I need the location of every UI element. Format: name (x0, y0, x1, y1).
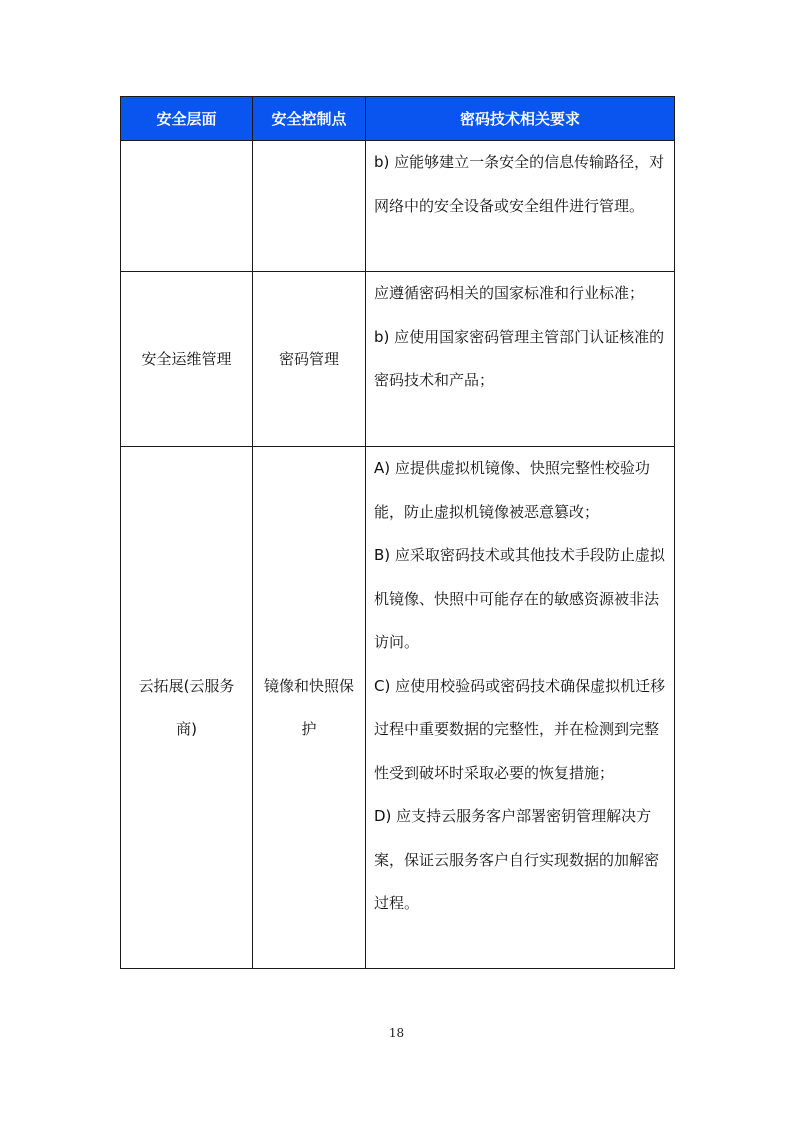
cell-control (253, 141, 366, 272)
header-control-point: 安全控制点 (253, 97, 366, 141)
requirement-text: D) 应支持云服务客户部署密钥管理解决方案，保证云服务客户自行实现数据的加解密过程。 (374, 807, 660, 912)
cell-layer (121, 141, 253, 272)
requirement-text: b) 应能够建立一条安全的信息传输路径，对网络中的安全设备或安全组件进行管理。 (374, 153, 665, 215)
cell-requirements (366, 447, 675, 969)
cell-layer: 安全运维管理 (121, 272, 253, 447)
table-row (121, 272, 675, 447)
cell-control: 镜像和快照保护 (253, 447, 366, 969)
header-crypto-requirements: 密码技术相关要求 (366, 97, 675, 141)
header-security-layer: 安全层面 (121, 97, 253, 141)
table-row (121, 141, 675, 272)
requirement-text: B) 应采取密码技术或其他技术手段防止虚拟机镜像、快照中可能存在的敏感资源被非法访问。 (374, 546, 665, 651)
cell-requirements (366, 272, 675, 447)
header-row (121, 97, 675, 141)
table-row (121, 447, 675, 969)
requirement-text: b) 应使用国家密码管理主管部门认证核准的密码技术和产品； (374, 327, 665, 389)
requirement-text: C) 应使用校验码或密码技术确保虚拟机迁移过程中重要数据的完整性，并在检测到完整性受到破坏时采取必要的恢复措施； (374, 676, 666, 782)
requirement-text: A) 应提供虚拟机镜像、快照完整性校验功能，防止虚拟机镜像被恶意篡改； (374, 459, 650, 521)
cell-requirements (366, 141, 675, 272)
requirement-text: 应遵循密码相关的国家标准和行业标准； (374, 284, 645, 302)
cell-layer: 云拓展(云服务商) (121, 447, 253, 969)
requirements-table (120, 96, 675, 969)
page-number: 18 (388, 1026, 405, 1040)
cell-control: 密码管理 (253, 272, 366, 447)
